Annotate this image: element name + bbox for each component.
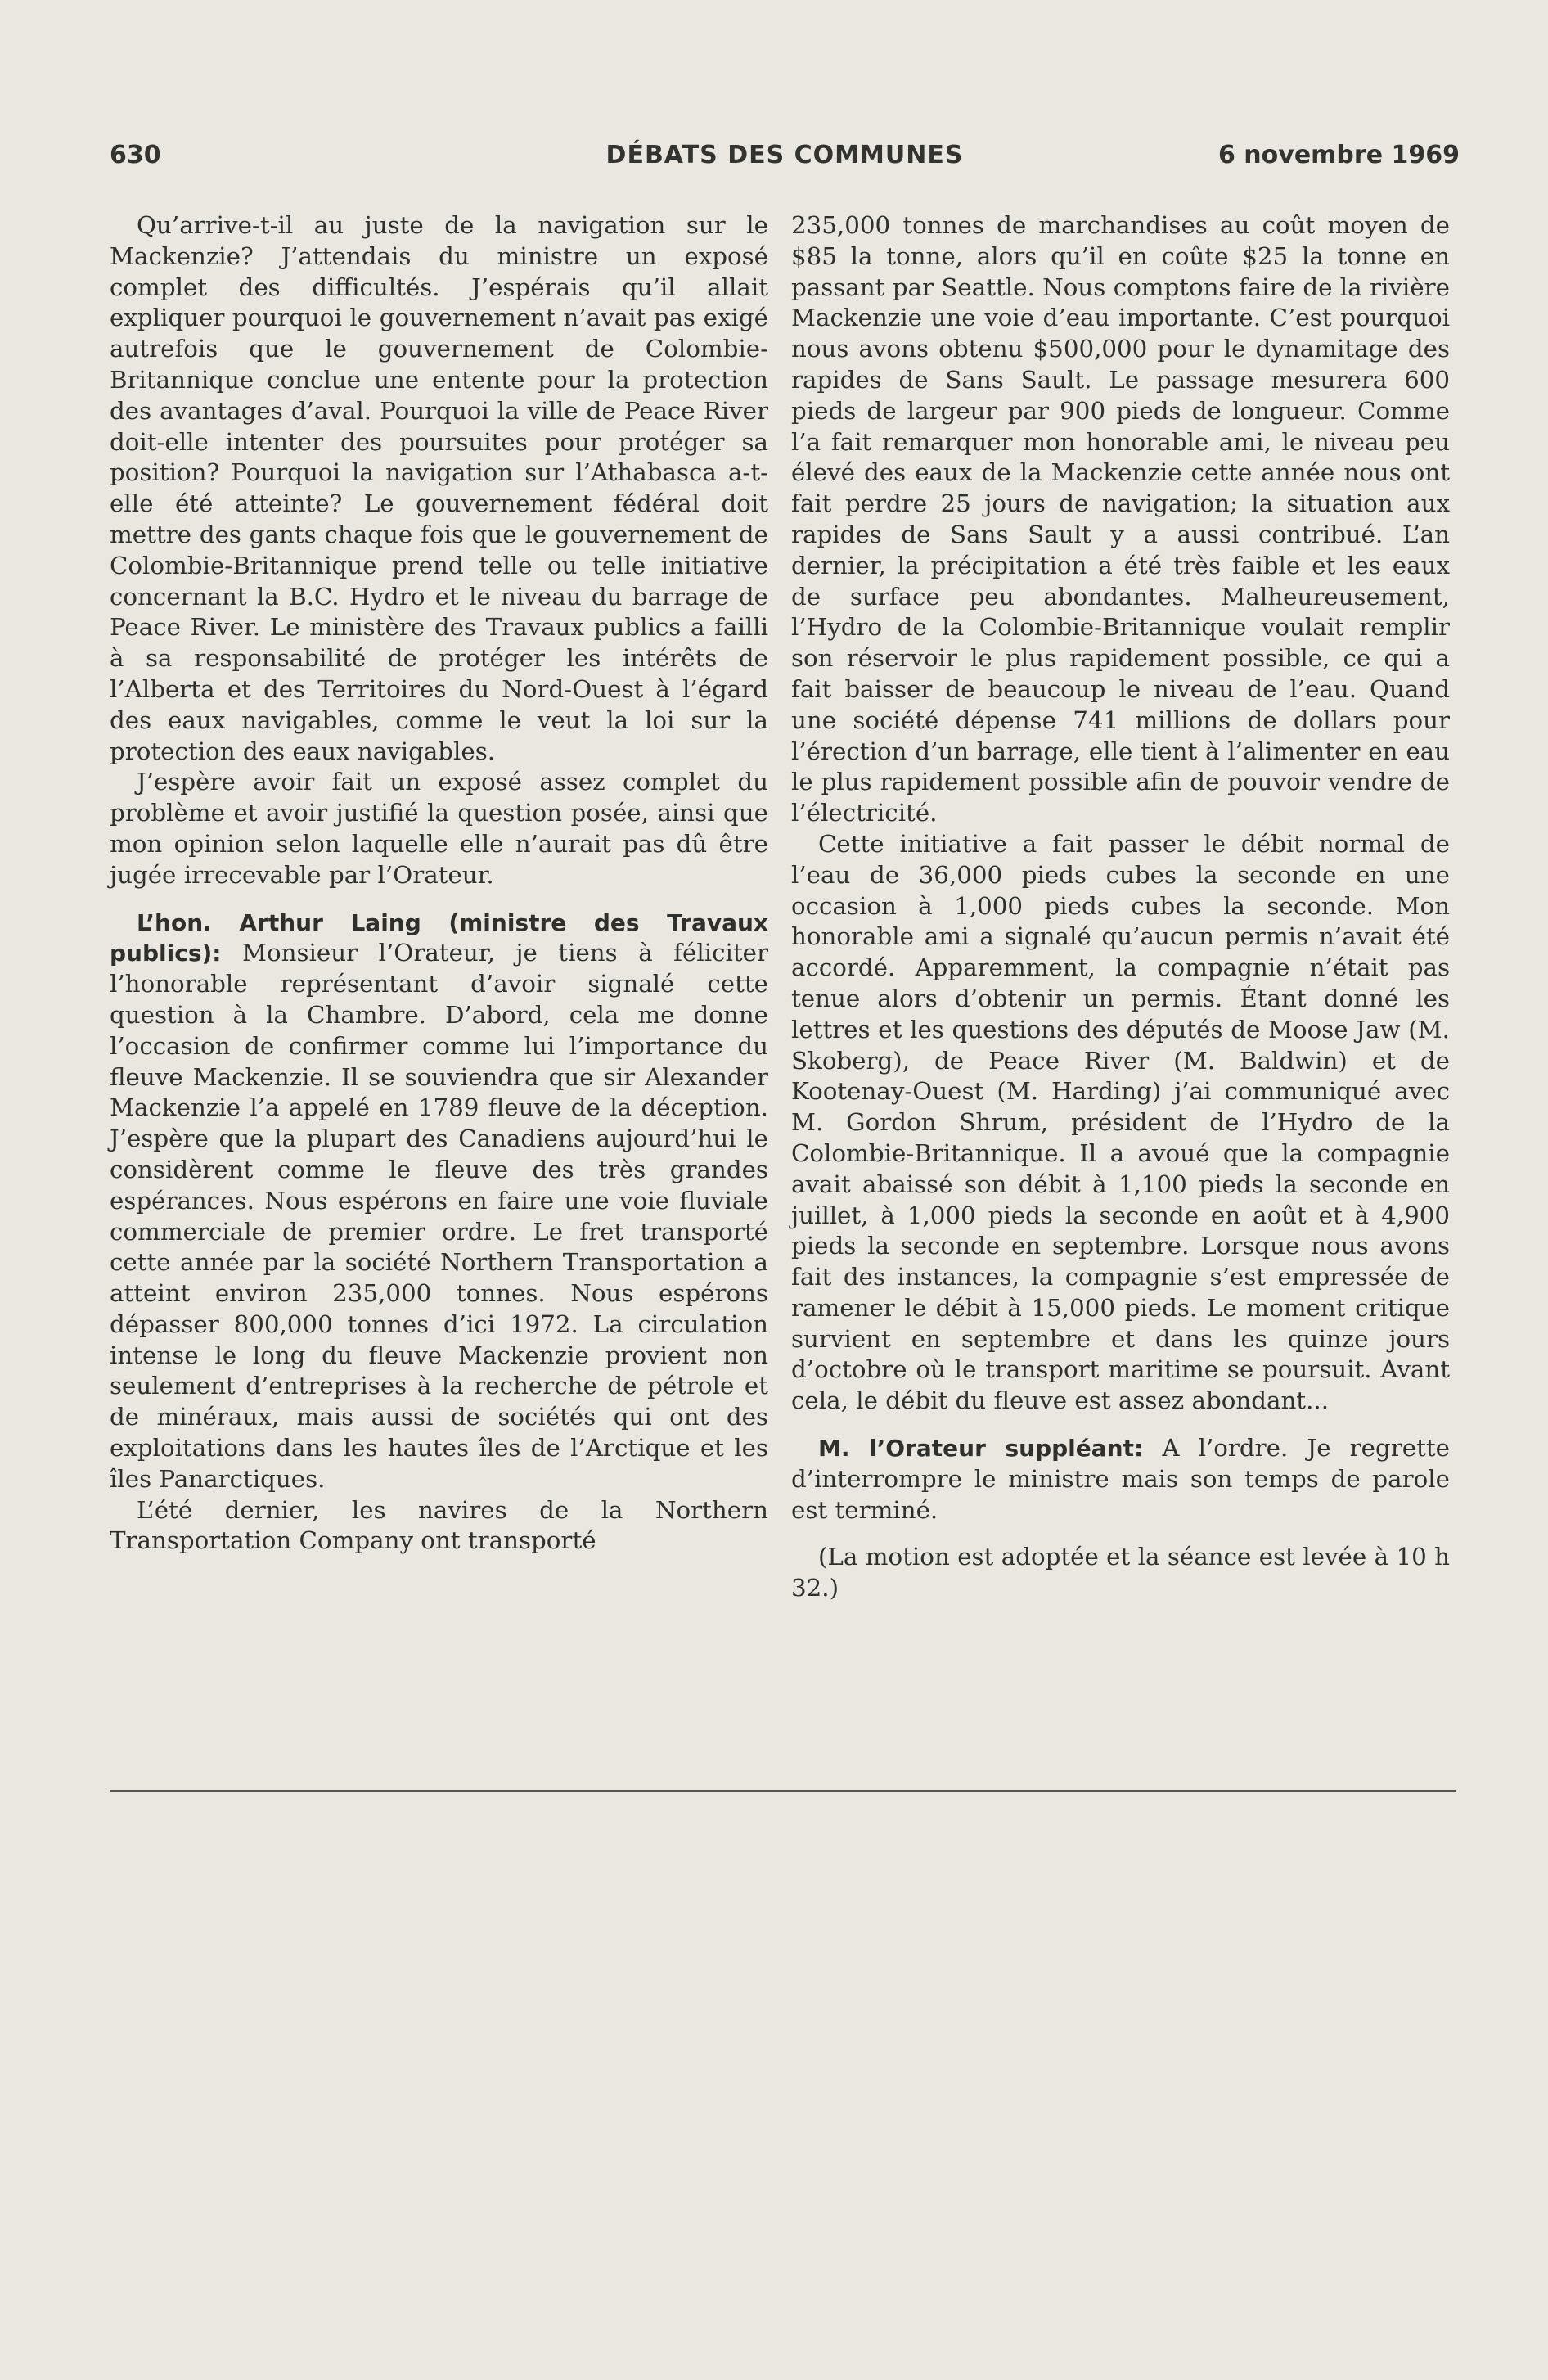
paragraph: J’espère avoir fait un exposé assez complet du problème et avoir justifié la question posée, ainsi que mon opinion selon laquelle elle n’aurait pas dû être jugée irrecevable par l’Orateur. <box>110 768 768 889</box>
paragraph: 235,000 tonnes de marchandises au coût moyen de $85 la tonne, alors qu’il en coûte $25 la tonne en passant par Seattle. Nous comptons faire de la rivière Mackenzie une voie d’eau importante. C’est pourquoi nous avons obtenu $500,000 pour le dynamitage des rapides de Sans Sault. Le passage mesurera 600 pieds de largeur par 900 pieds de longueur. Comme l’a fait remarquer mon honorable ami, le niveau peu élevé des eaux de la Mackenzie cette année nous ont fait perdre 25 jours de navigation; la situation aux rapides de Sans Sault y a aussi contribué. L’an dernier, la précipitation a été très faible et les eaux de surface peu abondantes. Malheureusement, l’Hydro de la Colombie-Britannique voulait remplir son réservoir le plus rapidement possible, ce qui a fait baisser de beaucoup le niveau de l’eau. Quand une société dépense 741 millions de dollars pour l’érection d’un barrage, elle tient à l’alimenter en eau le plus rapidement possible afin de pouvoir vendre de l’électricité. <box>791 211 1450 827</box>
speech-paragraph <box>110 908 768 1495</box>
publication-title: DÉBATS DES COMMUNES <box>605 141 964 169</box>
speech-text: A l’ordre. Je regrette d’interrompre le ministre mais son temps de parole est terminé. <box>791 1434 1450 1524</box>
paragraph: Cette initiative a fait passer le débit normal de l’eau de 36,000 pieds cubes la seconde en une occasion à 1,000 pieds cubes la seconde. Mon honorable ami a signalé qu’aucun permis n’avait été accordé. Apparemment, la compagnie n’était pas tenue alors d’obtenir un permis. Étant donné les lettres et les questions des députés de Moose Jaw (M. Skoberg), de Peace River (M. Baldwin) et de Kootenay-Ouest (M. Harding) j’ai communiqué avec M. Gordon Shrum, président de l’Hydro de la Colombie-Britannique. Il a avoué que la compagnie avait abaissé son débit à 1,100 pieds la seconde en juillet, à 1,000 pieds la seconde en août et à 4,900 pieds la seconde en septembre. Lorsque nous avons fait des instances, la compagnie s’est empressée de ramener le débit à 15,000 pieds. Le moment critique survient en septembre et dans les quinze jours d’octobre où le transport maritime se poursuit. Avant cela, le débit du fleuve est assez abondant... <box>791 829 1450 1415</box>
paragraph: L’été dernier, les navires de la Northern Transportation Company ont transporté <box>110 1495 768 1555</box>
page-header <box>110 141 1460 182</box>
page-number: 630 <box>110 141 161 169</box>
speaker-name: M. l’Orateur suppléant: <box>818 1435 1144 1463</box>
speaker-name: L’hon. Arthur Laing (ministre des Travaux publics): <box>110 908 768 967</box>
paragraph: Qu’arrive-t-il au juste de la navigation sur le Mackenzie? J’attendais du ministre un exposé complet des difficultés. J’espérais qu’il allait expliquer pourquoi le gouvernement n’avait pas exigé autrefois que le gouvernement de Colombie-Britannique conclue une entente pour la protection des avantages d’aval. Pourquoi la ville de Peace River doit-elle intenter des poursuites pour protéger sa position? Pourquoi la navigation sur l’Athabasca a-t-elle été atteinte? Le gouvernement fédéral doit mettre des gants chaque fois que le gouvernement de Colombie-Britannique prend telle ou telle initiative concernant la B.C. Hydro et le niveau du barrage de Peace River. Le ministère des Travaux publics a failli à sa responsabilité de protéger les intérêts de l’Alberta et des Territoires du Nord-Ouest à l’égard des eaux navigables, comme le veut la loi sur la protection des eaux navigables. <box>110 211 768 765</box>
speech-paragraph <box>791 1433 1450 1526</box>
speech-text: Monsieur l’Orateur, je tiens à féliciter l’honorable représentant d’avoir signalé cette question à la Chambre. D’abord, cela me donne l’occasion de confirmer comme lui l’importance du fleuve Mackenzie. Il se souviendra que sir Alexander Mackenzie l’a appelé en 1789 fleuve de la déception. J’espère que la plupart des Canadiens aujourd’hui le considèrent comme le fleuve des très grandes espérances. Nous espérons en faire une voie fluviale commerciale de premier ordre. Le fret transporté cette année par la société Northern Transportation a atteint environ 235,000 tonnes. Nous espérons dépasser 800,000 tonnes d’ici 1972. La circulation intense le long du fleuve Mackenzie provient non seulement d’entreprises à la recherche de pétrole et de minéraux, mais aussi de sociétés qui ont des exploitations dans les hautes îles de l’Arctique et les îles Panarctiques. <box>110 939 768 1493</box>
right-column <box>791 210 1450 1604</box>
publication-date: 6 novembre 1969 <box>1217 141 1460 169</box>
bottom-rule <box>110 1790 1456 1792</box>
left-column <box>110 210 768 1557</box>
closing-note: (La motion est adoptée et la séance est levée à 10 h 32.) <box>791 1543 1450 1602</box>
